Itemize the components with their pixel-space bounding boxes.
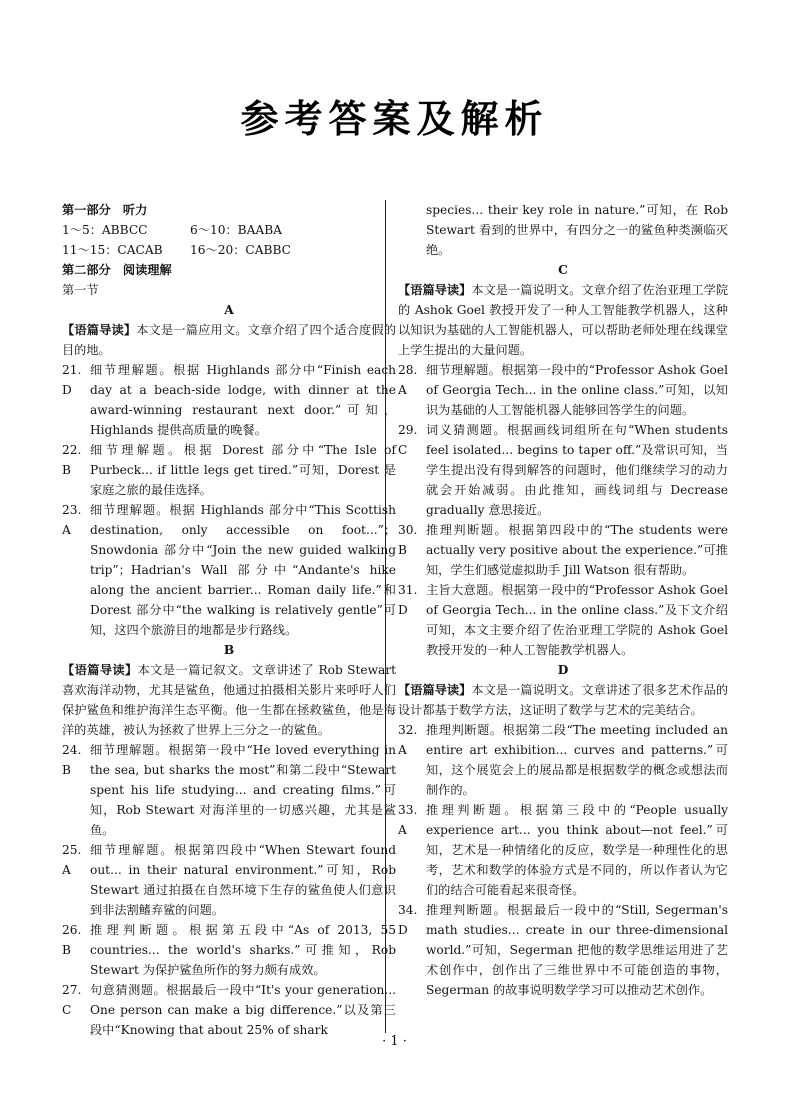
answer-range: 1～5：ABBCC: [62, 223, 148, 237]
question-item: [398, 900, 728, 1000]
left-column: [62, 200, 396, 1040]
question-continuation: species... their key role in nature.”可知，在 Rob Stewart 看到的世界中，有四分之一的鲨鱼种类濒临灭绝。: [426, 203, 728, 257]
answer-row: [62, 240, 396, 260]
question-item: [62, 360, 396, 440]
part1-heading: 第一部分 听力: [62, 203, 148, 217]
passage-guide: [62, 660, 396, 740]
passage-label: C: [558, 263, 568, 277]
question-explanation: 细节理解题。根据第一段中“He loved everything in the sea, but sharks the most”和第二段中“Stewart spent his life studying... and creating films.”可知，Rob Stewart 对海洋里的一切感兴趣，尤其是鲨鱼。: [90, 743, 396, 837]
question-explanation: 细节理解题。根据 Highlands 部分中“This Scottish destination, only accessible on foot...”；Snowdonia 部分中“Join the new guided walking trip”；Hadrian's Wall 部分中“Andante's hike along the ancient barrier... Roman daily life.”和 Dorest 部分中“the walking is relatively gentle”可知，这四个旅游目的地都是步行路线。: [90, 503, 396, 637]
question-number: 31. D: [398, 583, 418, 617]
question-item: [62, 440, 396, 500]
question-explanation: 细节理解题。根据第一段中的“Professor Ashok Goel of Georgia Tech... in the online class.”可知，以知识为基础的人工智能机器人能够回答学生的问题。: [426, 363, 728, 417]
question-explanation: 推理判断题。根据第二段“The meeting included an entire art exhibition... curves and patterns.”可知，这个展览会上的展品都是根据数学的概念或想法而制作的。: [426, 723, 728, 797]
guide-text: 本文是一篇说明文。文章介绍了佐治亚理工学院的 Ashok Goel 教授开发了一种人工智能教学机器人，这种以知识为基础的人工智能机器人，可以帮助老师处理在线课堂上学生提出的大量问题。: [398, 283, 729, 357]
question-item: [398, 720, 728, 800]
question-item: [62, 740, 396, 840]
question-explanation: 推理判断题。根据第三段中的“People usually experience art... you think about—not feel.”可知，艺术是一种情绪化的反应，数学是一种理性化的思考，艺术和数学的体验方式是不同的，所以作者认为它们的结合可能看起来很奇怪。: [426, 803, 728, 897]
question-explanation: 句意猜测题。根据最后一段中“It's your generation... One person can make a big difference.”以及第三段中“Knowing that about 25% of shark: [90, 983, 396, 1037]
passage-guide: [398, 280, 728, 360]
question-number: 29. C: [398, 423, 418, 457]
question-number: 32. A: [398, 723, 418, 757]
question-item: [398, 360, 728, 420]
question-number: 33. A: [398, 803, 418, 837]
passage-guide: [398, 680, 728, 720]
question-number: 27. C: [62, 983, 82, 1017]
question-explanation: 词义猜测题。根据画线词组所在句“When students feel isolated... begins to taper off.”及常识可知，当学生提出没有得到解答的问题时，他们继续学习的动力就会开始减弱。由此推知，画线词组与 Decrease gradually 意思接近。: [426, 423, 728, 517]
question-explanation: 推理判断题。根据第五段中“As of 2013, 55 countries... the world's sharks.”可推知，Rob Stewart 为保护鲨鱼所作的努力颇有成效。: [90, 923, 396, 977]
guide-text: 本文是一篇记叙文。文章讲述了 Rob Stewart 喜欢海洋动物，尤其是鲨鱼，他通过拍摄相关影片来呼吁人们保护鲨鱼和维护海洋生态平衡。他一生都在拯救鲨鱼，他是海洋的英雄，被认为拯救了世界上三分之一的鲨鱼。: [62, 663, 397, 737]
question-number: 34. D: [398, 903, 418, 937]
guide-tag: 【语篇导读】: [398, 683, 472, 697]
guide-tag: 【语篇导读】: [62, 663, 138, 677]
answer-range: 6～10：BAABA: [190, 223, 282, 237]
question-number: 26. B: [62, 923, 82, 957]
part2-heading: 第二部分 阅读理解: [62, 263, 172, 277]
question-number: 24. B: [62, 743, 82, 777]
passage-label: D: [557, 663, 569, 677]
answer-range: 11～15：CACAB: [62, 243, 163, 257]
passage-label: B: [223, 643, 235, 657]
question-number: 28. A: [398, 363, 418, 397]
passage-guide: [62, 320, 396, 360]
question-number: 22. B: [62, 443, 82, 477]
question-item: [398, 580, 728, 660]
question-explanation: 推理判断题。根据第四段中的“The students were actually very positive about the experience.”可推知，学生们感觉虚拟助手 Jill Watson 很有帮助。: [426, 523, 728, 577]
question-number: 30. B: [398, 523, 418, 557]
guide-tag: 【语篇导读】: [62, 323, 137, 337]
question-number: 25. A: [62, 843, 82, 877]
right-column: [398, 200, 728, 1000]
question-number: 21. D: [62, 363, 82, 397]
passage-label: A: [224, 303, 234, 317]
page-title: 参考答案及解析: [240, 97, 549, 141]
question-number: 23. A: [62, 503, 82, 537]
question-explanation: 细节理解题。根据第四段中“When Stewart found out... in their natural environment.”可知，Rob Stewart 通过拍摄在自然环境下生存的鲨鱼使人们意识到非法割鳍弃鲨的问题。: [90, 843, 396, 917]
question-explanation: 推理判断题。根据最后一段中的“Still, Segerman's math studies... create in our three-dimensional world.”可知，Segerman 把他的数学思维运用进了艺术创作中，创作出了三维世界中不可能创造的事物，Segerman 的故事说明数学学习可以推动艺术创作。: [426, 903, 728, 997]
question-explanation: 细节理解题。根据 Highlands 部分中“Finish each day at a beach-side lodge, with dinner at the award-winning restaurant next door.”可知，Highlands 提供高质量的晚餐。: [90, 363, 396, 437]
page-number: · 1 ·: [382, 1034, 407, 1049]
guide-text: 本文是一篇应用文。文章介绍了四个适合度假的目的地。: [62, 323, 397, 357]
question-item: [62, 500, 396, 640]
question-item: [398, 420, 728, 520]
question-item: [398, 800, 728, 900]
guide-text: 本文是一篇说明文。文章讲述了很多艺术作品的设计都基于数学方法，这证明了数学与艺术的完美结合。: [398, 683, 729, 717]
question-explanation: 主旨大意题。根据第一段中的“Professor Ashok Goel of Georgia Tech... in the online class.”及下文介绍可知，本文主要介绍了佐治亚理工学院的 Ashok Goel 教授开发的一种人工智能教学机器人。: [426, 583, 728, 657]
guide-tag: 【语篇导读】: [398, 283, 472, 297]
question-item: [398, 520, 728, 580]
question-item: [62, 980, 396, 1040]
answer-row: [62, 220, 396, 240]
question-item: [62, 920, 396, 980]
answer-range: 16～20：CABBC: [190, 243, 291, 257]
question-explanation: 细节理解题。根据 Dorest 部分中“The Isle of Purbeck... if little legs get tired.”可知，Dorest 是家庭之旅的最佳选择。: [90, 443, 396, 497]
question-item: [62, 840, 396, 920]
section-label: 第一节: [62, 283, 99, 297]
